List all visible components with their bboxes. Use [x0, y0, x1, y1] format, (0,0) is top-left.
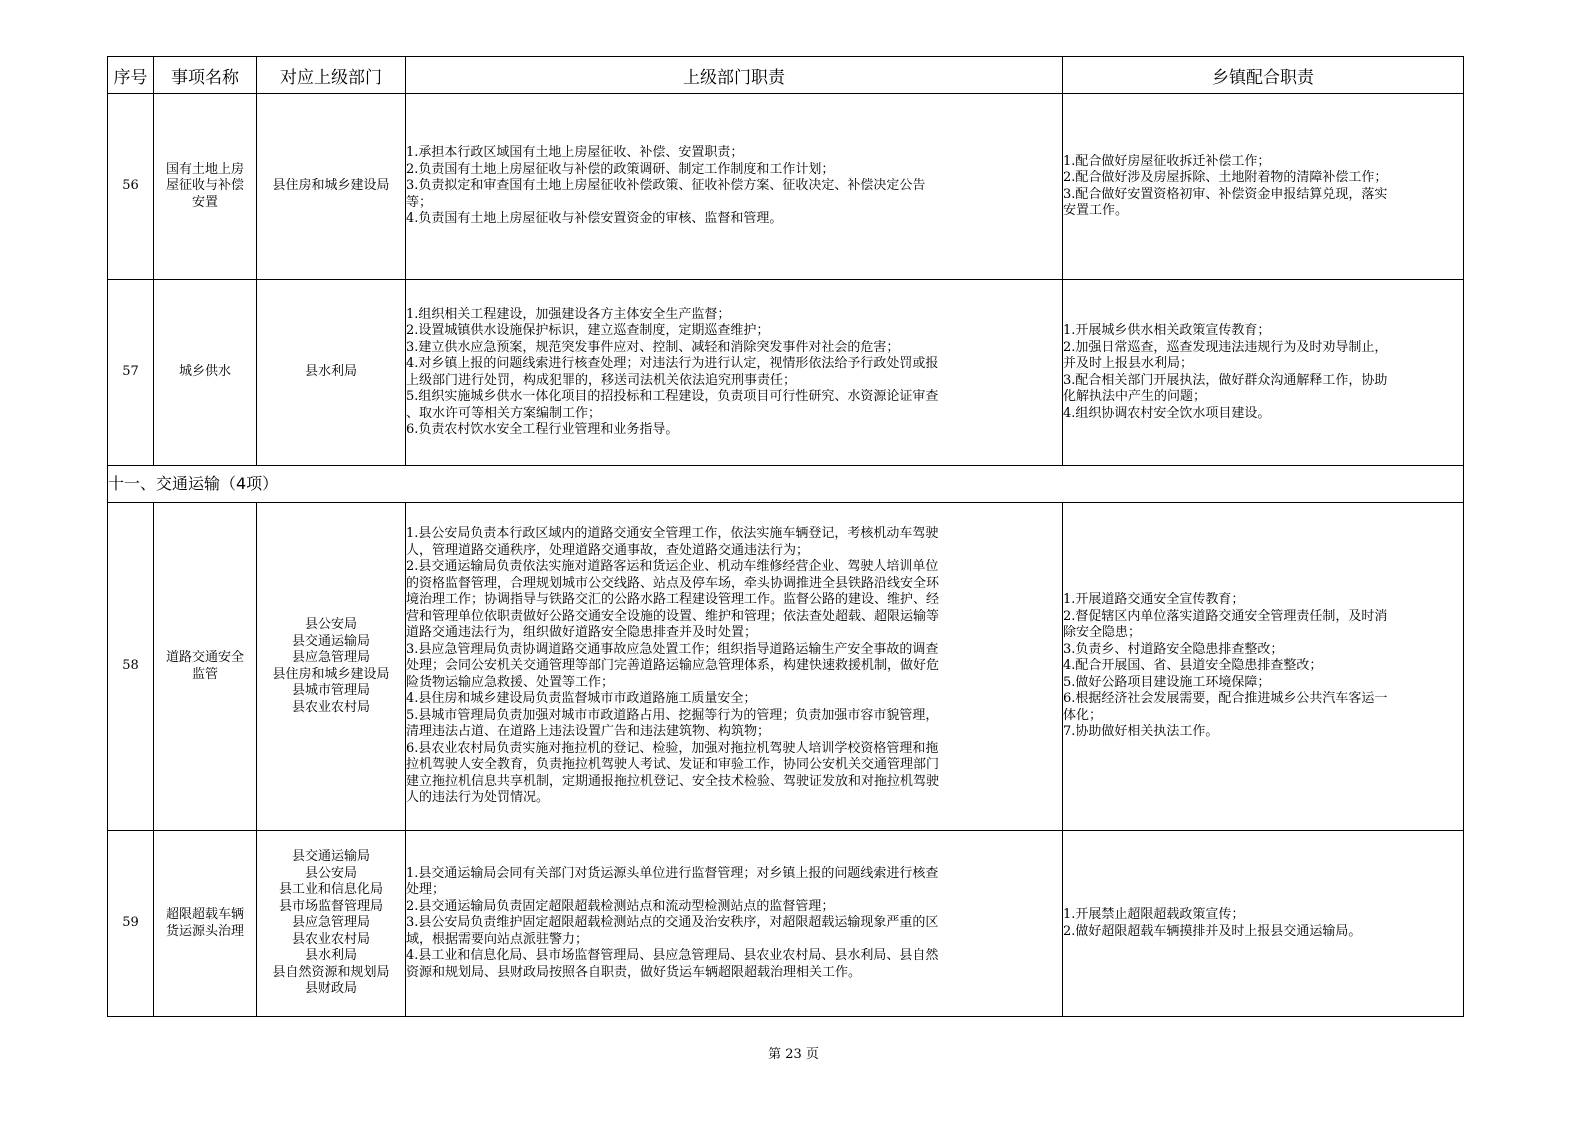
header-dept-duties: 上级部门职责: [406, 57, 1063, 94]
row-number: 56: [108, 94, 154, 280]
header-town-duties: 乡镇配合职责: [1063, 57, 1464, 94]
header-no: 序号: [108, 57, 154, 94]
dept-duties: 1.承担本行政区域国有土地上房屋征收、补偿、安置职责； 2.负责国有土地上房屋征收与补偿的政策调研、制定工作制度和工作计划； 3.负责拟定和审查国有土地上房屋征收补偿政策、征收补偿方案、征收决定、补偿决定公告 等； 4.负责国有土地上房屋征收与补偿安置资金的审核、监督和管理。: [406, 94, 1063, 280]
item-name: 城乡供水: [154, 280, 257, 466]
dept-duties: 1.组织相关工程建设，加强建设各方主体安全生产监督； 2.设置城镇供水设施保护标识，建立巡查制度，定期巡查维护； 3.建立供水应急预案，规范突发事件应对、控制、减轻和消除突发事件对社会的危害； 4.对乡镇上报的问题线索进行核查处理；对违法行为进行认定，视情形依法给予行政处罚或报 上级部门进行处罚，构成犯罪的，移送司法机关依法追究刑事责任； 5.组织实施城乡供水一体化项目的招投标和工程建设，负责项目可行性研究、水资源论证审查 、取水许可等相关方案编制工作； 6.负责农村饮水安全工程行业管理和业务指导。: [406, 280, 1063, 466]
responsibility-table: [107, 56, 1464, 1017]
table-row-58: [108, 503, 1464, 831]
row-number: 58: [108, 503, 154, 831]
town-duties: 1.开展禁止超限超载政策宣传； 2.做好超限超载车辆摸排并及时上报县交通运输局。: [1063, 831, 1464, 1017]
dept-duties: 1.县公安局负责本行政区域内的道路交通安全管理工作，依法实施车辆登记，考核机动车驾驶 人，管理道路交通秩序，处理道路交通事故，查处道路交通违法行为； 2.县交通运输局负责依法实施对道路客运和货运企业、机动车维修经营企业、驾驶人培训单位 的资格监督管理，合理规划城市公交线路、站点及停车场，牵头协调推进全县铁路沿线安全环 境治理工作；协调指导与铁路交汇的公路水路工程建设管理工作。监督公路的建设、维护、经 营和管理单位依职责做好公路交通安全设施的设置、维护和管理；依法查处超载、超限运输等 道路交通违法行为，组织做好道路安全隐患排查并及时处置； 3.县应急管理局负责协调道路交通事故应急处置工作；组织指导道路运输生产安全事故的调查 处理；会同公安机关交通管理等部门完善道路运输应急管理体系，构建快速救援机制，做好危 险货物运输应急救援、处置等工作； 4.县住房和城乡建设局负责监督城市市政道路施工质量安全； 5.县城市管理局负责加强对城市市政道路占用、挖掘等行为的管理；负责加强市容市貌管理， 清理违法占道、在道路上违法设置广告和违法建筑物、构筑物； 6.县农业农村局负责实施对拖拉机的登记、检验，加强对拖拉机驾驶人培训学校资格管理和拖 拉机驾驶人安全教育，负责拖拉机驾驶人考试、发证和审验工作，协同公安机关交通管理部门 建立拖拉机信息共享机制，定期通报拖拉机登记、安全技术检验、驾驶证发放和对拖拉机驾驶 人的违法行为处罚情况。: [406, 503, 1063, 831]
header-department: 对应上级部门: [257, 57, 406, 94]
item-name: 超限超载车辆 货运源头治理: [154, 831, 257, 1017]
table-row-56: [108, 94, 1464, 280]
town-duties: 1.开展城乡供水相关政策宣传教育； 2.加强日常巡查，巡查发现违法违规行为及时劝导制止， 并及时上报县水利局； 3.配合相关部门开展执法，做好群众沟通解释工作，协助 化解执法中产生的问题； 4.组织协调农村安全饮水项目建设。: [1063, 280, 1464, 466]
table-header-row: [108, 57, 1464, 94]
department-list: 县公安局 县交通运输局 县应急管理局 县住房和城乡建设局 县城市管理局 县农业农村局: [257, 503, 406, 831]
item-name: 国有土地上房 屋征收与补偿 安置: [154, 94, 257, 280]
row-number: 57: [108, 280, 154, 466]
department-list: 县住房和城乡建设局: [257, 94, 406, 280]
item-name: 道路交通安全 监管: [154, 503, 257, 831]
department-list: 县水利局: [257, 280, 406, 466]
category-title: 十一、交通运输（4项）: [108, 466, 1464, 503]
table-row-57: [108, 280, 1464, 466]
town-duties: 1.配合做好房屋征收拆迁补偿工作； 2.配合做好涉及房屋拆除、土地附着物的清障补偿工作； 3.配合做好安置资格初审、补偿资金申报结算兑现，落实 安置工作。: [1063, 94, 1464, 280]
department-list: 县交通运输局 县公安局 县工业和信息化局 县市场监督管理局 县应急管理局 县农业农村局 县水利局 县自然资源和规划局 县财政局: [257, 831, 406, 1017]
row-number: 59: [108, 831, 154, 1017]
town-duties: 1.开展道路交通安全宣传教育； 2.督促辖区内单位落实道路交通安全管理责任制，及时消 除安全隐患； 3.负责乡、村道路安全隐患排查整改； 4.配合开展国、省、县道安全隐患排查整改； 5.做好公路项目建设施工环境保障； 6.根据经济社会发展需要，配合推进城乡公共汽车客运一 体化； 7.协助做好相关执法工作。: [1063, 503, 1464, 831]
category-row: [108, 466, 1464, 503]
page-number: 第 23 页: [768, 1047, 819, 1062]
dept-duties: 1.县交通运输局会同有关部门对货运源头单位进行监督管理；对乡镇上报的问题线索进行核查 处理； 2.县交通运输局负责固定超限超载检测站点和流动型检测站点的监督管理； 3.县公安局负责维护固定超限超载检测站点的交通及治安秩序，对超限超载运输现象严重的区 域，根据需要向站点派驻警力； 4.县工业和信息化局、县市场监督管理局、县应急管理局、县农业农村局、县水利局、县自然 资源和规划局、县财政局按照各自职责，做好货运车辆超限超载治理相关工作。: [406, 831, 1063, 1017]
header-item-name: 事项名称: [154, 57, 257, 94]
table-row-59: [108, 831, 1464, 1017]
